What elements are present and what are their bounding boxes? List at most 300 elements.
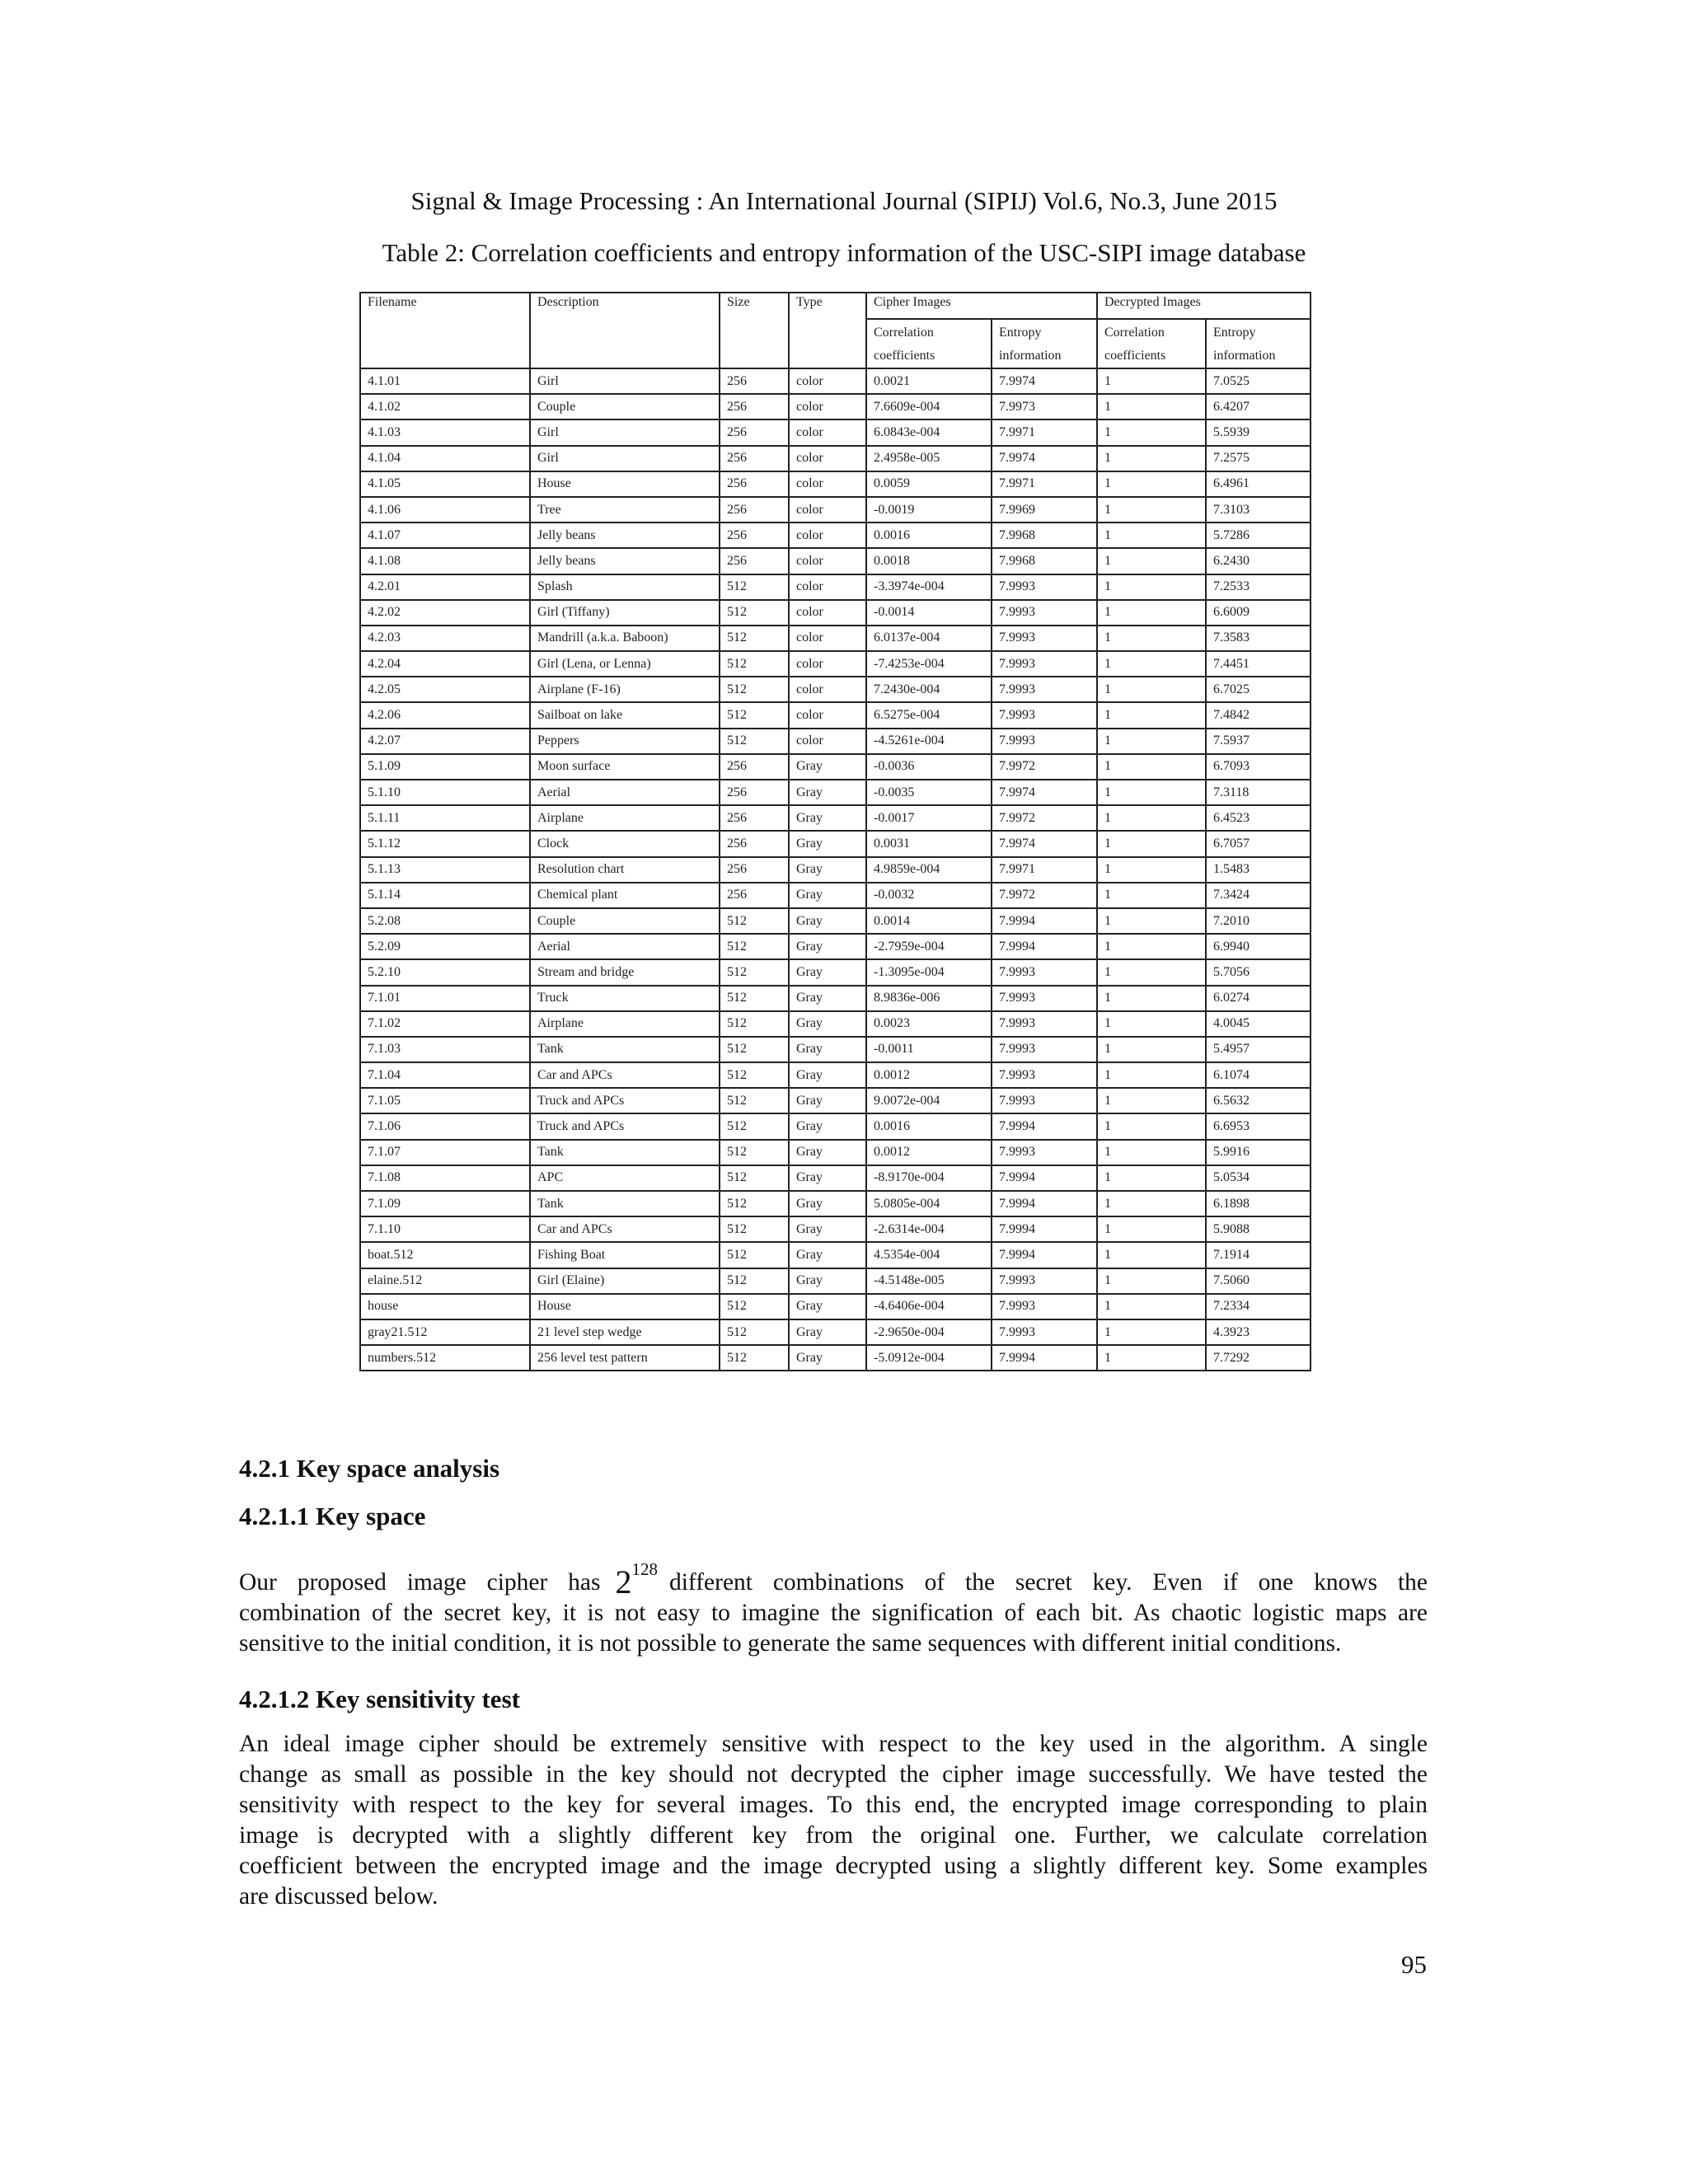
power-exponent: 128	[631, 1559, 658, 1579]
type-cell: color	[789, 574, 866, 600]
type-cell: Gray	[789, 1268, 866, 1294]
header-cipher-images: Cipher Images	[866, 293, 1097, 319]
cipher-correlation-cell: 6.5275e-004	[866, 702, 992, 728]
filename-cell: 4.2.05	[360, 677, 530, 702]
size-cell: 512	[720, 1191, 789, 1216]
decrypted-entropy-cell: 7.3103	[1206, 497, 1311, 523]
key-count-power	[615, 1559, 658, 1601]
table-row	[360, 1165, 1311, 1191]
size-cell: 512	[720, 959, 789, 985]
decrypted-correlation-cell: 1	[1097, 600, 1206, 626]
cipher-correlation-cell: -5.0912e-004	[866, 1345, 992, 1371]
decrypted-entropy-cell: 6.4523	[1206, 805, 1311, 831]
cipher-correlation-cell: 7.6609e-004	[866, 394, 992, 419]
table-row	[360, 1113, 1311, 1139]
cipher-correlation-cell: 0.0023	[866, 1011, 992, 1037]
key-space-line-2: combination of the secret key, it is not easy to imagine the signification of each bit. As chaotic logistic maps are	[239, 1600, 1428, 1626]
filename-cell: 4.2.07	[360, 729, 530, 754]
key-space-text-before: Our proposed image cipher has	[239, 1569, 601, 1596]
description-cell: Aerial	[530, 780, 720, 805]
decrypted-entropy-cell: 7.4451	[1206, 651, 1311, 677]
running-header: Signal & Image Processing : An International Journal (SIPIJ) Vol.6, No.3, June 2015	[410, 186, 1278, 215]
table-row	[360, 1216, 1311, 1242]
cipher-correlation-cell: -2.9650e-004	[866, 1319, 992, 1345]
decrypted-correlation-cell: 1	[1097, 574, 1206, 600]
description-cell: Tree	[530, 497, 720, 523]
description-cell: Peppers	[530, 729, 720, 754]
table-row	[360, 1037, 1311, 1062]
description-cell: Tank	[530, 1191, 720, 1216]
type-cell: Gray	[789, 805, 866, 831]
header-type: Type	[789, 293, 866, 368]
description-cell: Couple	[530, 908, 720, 934]
decrypted-entropy-cell: 5.9088	[1206, 1216, 1311, 1242]
table-row	[360, 394, 1311, 419]
size-cell: 512	[720, 677, 789, 702]
cipher-correlation-cell: 0.0016	[866, 523, 992, 548]
filename-cell: 4.2.02	[360, 600, 530, 626]
decrypted-correlation-cell: 1	[1097, 1216, 1206, 1242]
filename-cell: 4.1.04	[360, 446, 530, 471]
decrypted-entropy-cell: 4.0045	[1206, 1011, 1311, 1037]
description-cell: Aerial	[530, 934, 720, 959]
decrypted-entropy-cell: 7.0525	[1206, 368, 1311, 394]
size-cell: 512	[720, 1113, 789, 1139]
size-cell: 256	[720, 471, 789, 497]
decrypted-correlation-cell: 1	[1097, 1165, 1206, 1191]
cipher-correlation-cell: 0.0014	[866, 908, 992, 934]
filename-cell: 7.1.06	[360, 1113, 530, 1139]
cipher-correlation-cell: -2.6314e-004	[866, 1216, 992, 1242]
results-table-container	[359, 292, 1310, 1371]
table-row	[360, 934, 1311, 959]
description-cell: House	[530, 1294, 720, 1319]
cipher-correlation-cell: -0.0036	[866, 754, 992, 780]
cipher-correlation-cell: 5.0805e-004	[866, 1191, 992, 1216]
description-cell: Jelly beans	[530, 548, 720, 574]
filename-cell: 4.1.08	[360, 548, 530, 574]
decrypted-correlation-cell: 1	[1097, 368, 1206, 394]
decrypted-entropy-cell: 7.5060	[1206, 1268, 1311, 1294]
type-cell: color	[789, 702, 866, 728]
decrypted-entropy-cell: 7.3583	[1206, 626, 1311, 651]
decrypted-entropy-cell: 6.6953	[1206, 1113, 1311, 1139]
cipher-correlation-cell: -0.0035	[866, 780, 992, 805]
type-cell: Gray	[789, 1037, 866, 1062]
description-cell: Sailboat on lake	[530, 702, 720, 728]
decrypted-correlation-cell: 1	[1097, 908, 1206, 934]
type-cell: Gray	[789, 1140, 866, 1165]
table-row	[360, 1319, 1311, 1345]
decrypted-correlation-cell: 1	[1097, 1062, 1206, 1088]
size-cell: 512	[720, 1088, 789, 1113]
type-cell: Gray	[789, 1242, 866, 1268]
decrypted-correlation-cell: 1	[1097, 934, 1206, 959]
table-row	[360, 471, 1311, 497]
description-cell: 256 level test pattern	[530, 1345, 720, 1371]
filename-cell: 5.1.12	[360, 831, 530, 856]
section-heading-key-space: 4.2.1.1 Key space	[239, 1502, 426, 1530]
cipher-entropy-cell: 7.9994	[992, 1216, 1097, 1242]
decrypted-correlation-cell: 1	[1097, 1345, 1206, 1371]
key-space-paragraph	[239, 1554, 1428, 1659]
decrypted-entropy-cell: 5.7286	[1206, 523, 1311, 548]
table-row	[360, 702, 1311, 728]
table-row	[360, 368, 1311, 394]
description-cell: Stream and bridge	[530, 959, 720, 985]
cipher-correlation-cell: 8.9836e-006	[866, 986, 992, 1011]
decrypted-correlation-cell: 1	[1097, 702, 1206, 728]
key-sensitivity-line: An ideal image cipher should be extremely sensitive with respect to the key used in the algorithm. A single	[239, 1731, 1428, 1757]
type-cell: Gray	[789, 1165, 866, 1191]
description-cell: Couple	[530, 394, 720, 419]
filename-cell: 4.1.05	[360, 471, 530, 497]
description-cell: Tank	[530, 1037, 720, 1062]
decrypted-entropy-cell: 4.3923	[1206, 1319, 1311, 1345]
cipher-entropy-cell: 7.9972	[992, 754, 1097, 780]
cipher-correlation-cell: -0.0014	[866, 600, 992, 626]
cipher-entropy-cell: 7.9993	[992, 986, 1097, 1011]
size-cell: 256	[720, 883, 789, 908]
cipher-correlation-cell: -8.9170e-004	[866, 1165, 992, 1191]
cipher-entropy-cell: 7.9973	[992, 394, 1097, 419]
decrypted-correlation-cell: 1	[1097, 626, 1206, 651]
cipher-entropy-cell: 7.9994	[992, 934, 1097, 959]
decrypted-correlation-cell: 1	[1097, 394, 1206, 419]
filename-cell: 4.1.06	[360, 497, 530, 523]
decrypted-correlation-cell: 1	[1097, 548, 1206, 574]
cipher-entropy-cell: 7.9993	[992, 1294, 1097, 1319]
type-cell: color	[789, 729, 866, 754]
filename-cell: 4.2.04	[360, 651, 530, 677]
description-cell: Car and APCs	[530, 1216, 720, 1242]
type-cell: Gray	[789, 1294, 866, 1319]
table-row	[360, 419, 1311, 445]
type-cell: Gray	[789, 1113, 866, 1139]
type-cell: Gray	[789, 1062, 866, 1088]
filename-cell: 7.1.02	[360, 1011, 530, 1037]
cipher-correlation-cell: -3.3974e-004	[866, 574, 992, 600]
cipher-entropy-cell: 7.9974	[992, 368, 1097, 394]
description-cell: Truck and APCs	[530, 1113, 720, 1139]
table-row	[360, 1242, 1311, 1268]
decrypted-entropy-cell: 5.9916	[1206, 1140, 1311, 1165]
size-cell: 512	[720, 1216, 789, 1242]
decrypted-correlation-cell: 1	[1097, 729, 1206, 754]
filename-cell: 5.1.10	[360, 780, 530, 805]
decrypted-correlation-cell: 1	[1097, 883, 1206, 908]
description-cell: Fishing Boat	[530, 1242, 720, 1268]
type-cell: color	[789, 368, 866, 394]
key-sensitivity-line: are discussed below.	[239, 1883, 438, 1910]
cipher-entropy-cell: 7.9993	[992, 1011, 1097, 1037]
cipher-entropy-cell: 7.9971	[992, 857, 1097, 883]
decrypted-entropy-cell: 6.7025	[1206, 677, 1311, 702]
table-row	[360, 805, 1311, 831]
type-cell: Gray	[789, 754, 866, 780]
cipher-correlation-cell: 0.0018	[866, 548, 992, 574]
size-cell: 512	[720, 574, 789, 600]
description-cell: Airplane	[530, 1011, 720, 1037]
cipher-entropy-cell: 7.9972	[992, 805, 1097, 831]
cipher-correlation-cell: -0.0019	[866, 497, 992, 523]
section-heading-key-space-analysis: 4.2.1 Key space analysis	[239, 1454, 500, 1483]
cipher-entropy-cell: 7.9993	[992, 1062, 1097, 1088]
table-row	[360, 959, 1311, 985]
type-cell: color	[789, 677, 866, 702]
size-cell: 512	[720, 1037, 789, 1062]
table-row	[360, 883, 1311, 908]
description-cell: House	[530, 471, 720, 497]
decrypted-entropy-cell: 7.3424	[1206, 883, 1311, 908]
type-cell: color	[789, 419, 866, 445]
description-cell: Splash	[530, 574, 720, 600]
table-row	[360, 548, 1311, 574]
table-row	[360, 1140, 1311, 1165]
header-decrypted-images: Decrypted Images	[1097, 293, 1311, 319]
table-row	[360, 446, 1311, 471]
decrypted-entropy-cell: 7.7292	[1206, 1345, 1311, 1371]
page-number: 95	[1401, 1950, 1427, 1979]
size-cell: 256	[720, 523, 789, 548]
cipher-entropy-cell: 7.9993	[992, 1037, 1097, 1062]
cipher-entropy-cell: 7.9993	[992, 702, 1097, 728]
table-row	[360, 1191, 1311, 1216]
size-cell: 256	[720, 857, 789, 883]
decrypted-entropy-cell: 6.0274	[1206, 986, 1311, 1011]
type-cell: color	[789, 548, 866, 574]
filename-cell: 5.2.08	[360, 908, 530, 934]
type-cell: color	[789, 394, 866, 419]
description-cell: APC	[530, 1165, 720, 1191]
filename-cell: 5.2.09	[360, 934, 530, 959]
decrypted-entropy-cell: 1.5483	[1206, 857, 1311, 883]
table-row	[360, 1294, 1311, 1319]
cipher-entropy-cell: 7.9972	[992, 883, 1097, 908]
size-cell: 512	[720, 702, 789, 728]
cipher-entropy-cell: 7.9993	[992, 626, 1097, 651]
key-space-line-3: sensitive to the initial condition, it is not possible to generate the same sequences with different initial conditions.	[239, 1630, 1342, 1657]
table-row	[360, 600, 1311, 626]
decrypted-correlation-cell: 1	[1097, 1140, 1206, 1165]
filename-cell: 7.1.09	[360, 1191, 530, 1216]
decrypted-entropy-cell: 5.4957	[1206, 1037, 1311, 1062]
decrypted-entropy-cell: 6.4207	[1206, 394, 1311, 419]
decrypted-correlation-cell: 1	[1097, 857, 1206, 883]
decrypted-correlation-cell: 1	[1097, 446, 1206, 471]
filename-cell: 5.1.13	[360, 857, 530, 883]
filename-cell: numbers.512	[360, 1345, 530, 1371]
cipher-correlation-cell: 0.0021	[866, 368, 992, 394]
decrypted-entropy-cell: 7.5937	[1206, 729, 1311, 754]
type-cell: Gray	[789, 986, 866, 1011]
filename-cell: 7.1.07	[360, 1140, 530, 1165]
decrypted-entropy-cell: 6.5632	[1206, 1088, 1311, 1113]
key-sensitivity-line: coefficient between the encrypted image and the image decrypted using a slightly different key. Some examples	[239, 1853, 1428, 1879]
decrypted-correlation-cell: 1	[1097, 780, 1206, 805]
description-cell: Girl	[530, 368, 720, 394]
decrypted-correlation-cell: 1	[1097, 1242, 1206, 1268]
decrypted-entropy-cell: 5.0534	[1206, 1165, 1311, 1191]
filename-cell: 7.1.03	[360, 1037, 530, 1062]
cipher-correlation-cell: 6.0843e-004	[866, 419, 992, 445]
cipher-entropy-cell: 7.9968	[992, 523, 1097, 548]
decrypted-entropy-cell: 6.9940	[1206, 934, 1311, 959]
filename-cell: elaine.512	[360, 1268, 530, 1294]
key-space-line-1	[239, 1554, 1428, 1601]
table-body	[360, 368, 1311, 1371]
filename-cell: 5.1.14	[360, 883, 530, 908]
size-cell: 256	[720, 497, 789, 523]
header-cipher-entropy: Entropy information	[992, 319, 1097, 368]
size-cell: 256	[720, 419, 789, 445]
description-cell: Girl	[530, 419, 720, 445]
filename-cell: house	[360, 1294, 530, 1319]
cipher-entropy-cell: 7.9974	[992, 780, 1097, 805]
size-cell: 256	[720, 548, 789, 574]
cipher-entropy-cell: 7.9993	[992, 600, 1097, 626]
description-cell: Mandrill (a.k.a. Baboon)	[530, 626, 720, 651]
decrypted-correlation-cell: 1	[1097, 959, 1206, 985]
filename-cell: 4.1.03	[360, 419, 530, 445]
decrypted-correlation-cell: 1	[1097, 523, 1206, 548]
cipher-entropy-cell: 7.9994	[992, 1165, 1097, 1191]
table-row	[360, 497, 1311, 523]
table-caption: Table 2: Correlation coefficients and entropy information of the USC-SIPI image database	[382, 238, 1306, 267]
decrypted-correlation-cell: 1	[1097, 1294, 1206, 1319]
filename-cell: 4.2.06	[360, 702, 530, 728]
decrypted-correlation-cell: 1	[1097, 1011, 1206, 1037]
decrypted-entropy-cell: 6.4961	[1206, 471, 1311, 497]
type-cell: color	[789, 600, 866, 626]
size-cell: 512	[720, 908, 789, 934]
size-cell: 256	[720, 754, 789, 780]
decrypted-entropy-cell: 7.2334	[1206, 1294, 1311, 1319]
decrypted-correlation-cell: 1	[1097, 419, 1206, 445]
decrypted-entropy-cell: 7.1914	[1206, 1242, 1311, 1268]
key-sensitivity-line: image is decrypted with a slightly different key from the original one. Further, we calculate correlation	[239, 1822, 1428, 1849]
cipher-correlation-cell: 4.5354e-004	[866, 1242, 992, 1268]
table-row	[360, 729, 1311, 754]
table-row	[360, 754, 1311, 780]
size-cell: 512	[720, 1140, 789, 1165]
header-cipher-correlation: Correlation coefficients	[866, 319, 992, 368]
type-cell: Gray	[789, 1319, 866, 1345]
decrypted-entropy-cell: 7.2010	[1206, 908, 1311, 934]
description-cell: Chemical plant	[530, 883, 720, 908]
type-cell: Gray	[789, 883, 866, 908]
size-cell: 256	[720, 446, 789, 471]
cipher-entropy-cell: 7.9994	[992, 1345, 1097, 1371]
filename-cell: 5.1.09	[360, 754, 530, 780]
filename-cell: 4.2.03	[360, 626, 530, 651]
results-table	[359, 292, 1311, 1371]
cipher-correlation-cell: 4.9859e-004	[866, 857, 992, 883]
type-cell: color	[789, 626, 866, 651]
header-filename: Filename	[360, 293, 530, 368]
cipher-entropy-cell: 7.9993	[992, 651, 1097, 677]
type-cell: Gray	[789, 959, 866, 985]
description-cell: Clock	[530, 831, 720, 856]
cipher-entropy-cell: 7.9994	[992, 1113, 1097, 1139]
filename-cell: 5.2.10	[360, 959, 530, 985]
type-cell: color	[789, 523, 866, 548]
table-row	[360, 574, 1311, 600]
cipher-correlation-cell: 0.0012	[866, 1140, 992, 1165]
cipher-entropy-cell: 7.9971	[992, 471, 1097, 497]
cipher-entropy-cell: 7.9993	[992, 1319, 1097, 1345]
cipher-correlation-cell: -2.7959e-004	[866, 934, 992, 959]
decrypted-entropy-cell: 5.5939	[1206, 419, 1311, 445]
filename-cell: gray21.512	[360, 1319, 530, 1345]
type-cell: Gray	[789, 908, 866, 934]
cipher-correlation-cell: 0.0031	[866, 831, 992, 856]
cipher-correlation-cell: 0.0012	[866, 1062, 992, 1088]
type-cell: Gray	[789, 1191, 866, 1216]
description-cell: Truck	[530, 986, 720, 1011]
size-cell: 512	[720, 600, 789, 626]
description-cell: 21 level step wedge	[530, 1319, 720, 1345]
key-sensitivity-paragraph	[239, 1729, 1428, 1912]
cipher-entropy-cell: 7.9993	[992, 1268, 1097, 1294]
decrypted-correlation-cell: 1	[1097, 1319, 1206, 1345]
decrypted-correlation-cell: 1	[1097, 1037, 1206, 1062]
table-row	[360, 1088, 1311, 1113]
decrypted-entropy-cell: 7.2533	[1206, 574, 1311, 600]
size-cell: 512	[720, 729, 789, 754]
cipher-entropy-cell: 7.9969	[992, 497, 1097, 523]
type-cell: Gray	[789, 1216, 866, 1242]
table-row	[360, 1345, 1311, 1371]
size-cell: 256	[720, 780, 789, 805]
decrypted-entropy-cell: 6.7093	[1206, 754, 1311, 780]
cipher-correlation-cell: -0.0011	[866, 1037, 992, 1062]
cipher-entropy-cell: 7.9993	[992, 729, 1097, 754]
cipher-entropy-cell: 7.9974	[992, 446, 1097, 471]
decrypted-correlation-cell: 1	[1097, 1113, 1206, 1139]
cipher-entropy-cell: 7.9994	[992, 1191, 1097, 1216]
filename-cell: 7.1.05	[360, 1088, 530, 1113]
size-cell: 512	[720, 1268, 789, 1294]
description-cell: Truck and APCs	[530, 1088, 720, 1113]
key-sensitivity-line: sensitivity with respect to the key for several images. To this end, the encrypted image corresponding to plain	[239, 1792, 1428, 1818]
power-base: 2	[615, 1563, 632, 1601]
filename-cell: 7.1.01	[360, 986, 530, 1011]
description-cell: Moon surface	[530, 754, 720, 780]
decrypted-correlation-cell: 1	[1097, 1268, 1206, 1294]
cipher-entropy-cell: 7.9971	[992, 419, 1097, 445]
cipher-correlation-cell: -0.0017	[866, 805, 992, 831]
cipher-entropy-cell: 7.9974	[992, 831, 1097, 856]
description-cell: Jelly beans	[530, 523, 720, 548]
description-cell: Car and APCs	[530, 1062, 720, 1088]
description-cell: Girl (Lena, or Lenna)	[530, 651, 720, 677]
cipher-correlation-cell: -4.6406e-004	[866, 1294, 992, 1319]
type-cell: color	[789, 446, 866, 471]
cipher-correlation-cell: 2.4958e-005	[866, 446, 992, 471]
decrypted-correlation-cell: 1	[1097, 677, 1206, 702]
decrypted-entropy-cell: 5.7056	[1206, 959, 1311, 985]
type-cell: Gray	[789, 1345, 866, 1371]
size-cell: 512	[720, 1319, 789, 1345]
cipher-correlation-cell: -4.5148e-005	[866, 1268, 992, 1294]
size-cell: 512	[720, 1294, 789, 1319]
type-cell: Gray	[789, 780, 866, 805]
size-cell: 512	[720, 934, 789, 959]
decrypted-correlation-cell: 1	[1097, 1191, 1206, 1216]
header-decrypted-entropy: Entropy information	[1206, 319, 1311, 368]
table-row	[360, 523, 1311, 548]
